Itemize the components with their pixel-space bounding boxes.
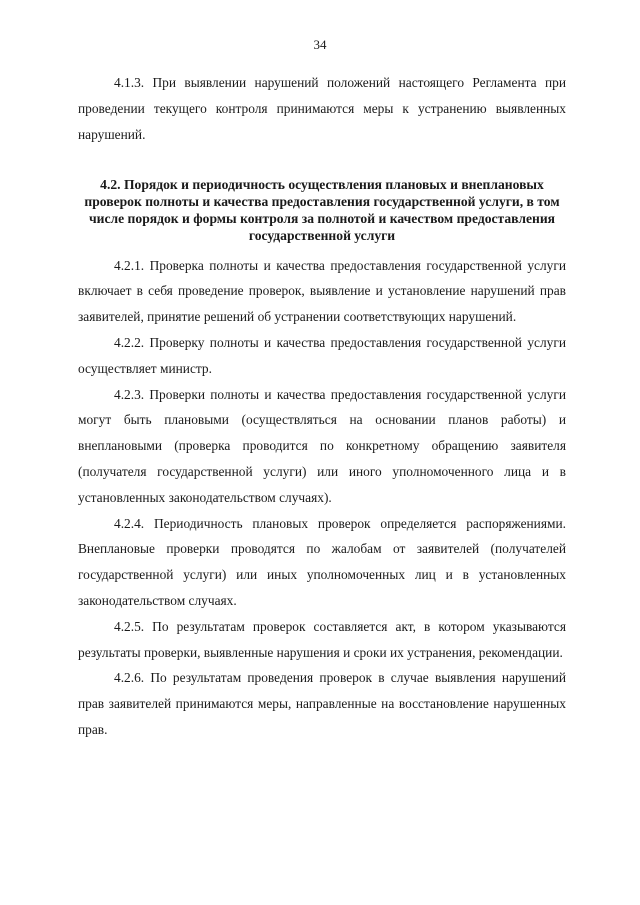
page-number: 34	[313, 37, 327, 52]
paragraph-4-2-5: 4.2.5. По результатам проверок составляется акт, в котором указываются результаты проверки, выявленные нарушения и сроки их устранения, рекомендации.	[78, 618, 566, 660]
paragraph-4-2-4: 4.2.4. Периодичность плановых проверок определяется распоряжениями. Внеплановые проверки проводятся по жалобам от заявителей (получателей государственной услуги) или иных уполномоченных лиц и в установленных законодательством случаях.	[78, 515, 566, 608]
paragraph-4-2-2: 4.2.2. Проверку полноты и качества предоставления государственной услуги осуществляет министр.	[78, 334, 566, 376]
paragraph-4-2-1: 4.2.1. Проверка полноты и качества предоставления государственной услуги включает в себя проведение проверок, выявление и установление нарушений прав заявителей, принятие решений об устранении соответствующих нарушений.	[78, 257, 566, 325]
paragraph-4-2-6: 4.2.6. По результатам проведения проверок в случае выявления нарушений прав заявителей принимаются меры, направленные на восстановление нарушенных прав.	[78, 670, 566, 737]
document-body	[78, 70, 566, 743]
paragraph-4-1-3: 4.1.3. При выявлении нарушений положений настоящего Регламента при проведении текущего контроля принимаются меры к устранению выявленных нарушений.	[78, 75, 566, 142]
section-heading-4-2: 4.2. Порядок и периодичность осуществления плановых и внеплановых проверок полноты и качества предоставления государственной услуги, в том числе порядок и формы контроля за полнотой и качеством предоставления государственной услуги	[84, 177, 560, 243]
paragraph-4-2-3: 4.2.3. Проверки полноты и качества предоставления государственной услуги могут быть плановыми (осуществляться на основании планов работы) и внеплановыми (проверка проводится по конкретному обращению заявителя (получателя государственной услуги) или иного уполномоченного лица и в установленных законодательством случаях).	[78, 386, 566, 505]
